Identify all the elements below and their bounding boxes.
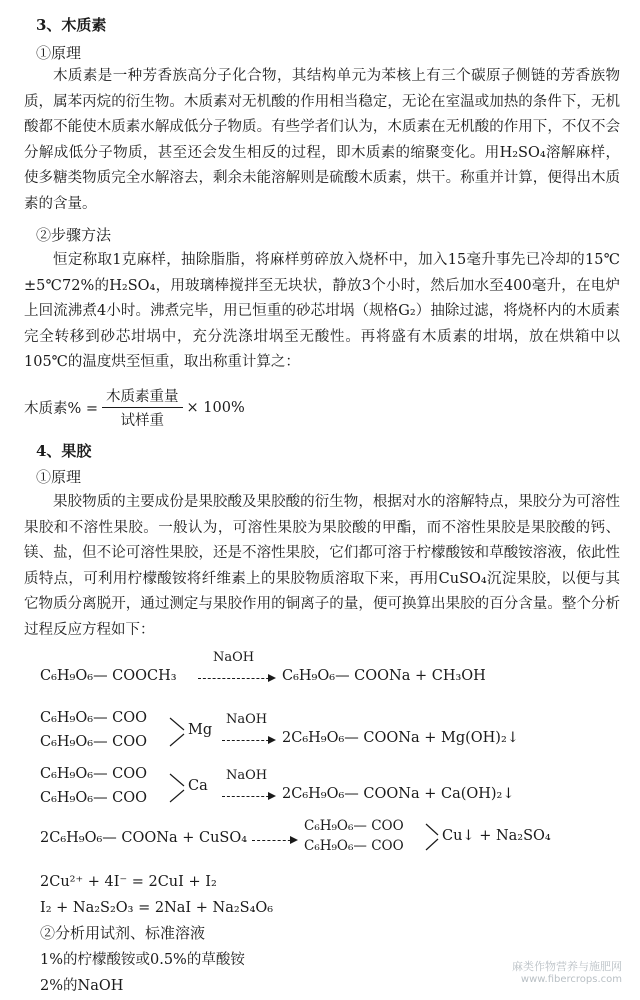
eq4-arrow	[252, 840, 296, 841]
eq5: 2Cu²⁺ + 4I⁻ = 2CuI + I₂	[40, 874, 217, 890]
eq1-right: C₆H₉O₆— COONa + CH₃OH	[282, 668, 486, 684]
watermark-line-1: 麻类作物营养与施肥网	[512, 960, 622, 973]
method-label: ②步骤方法	[36, 226, 112, 244]
eq1-reagent: NaOH	[213, 650, 255, 665]
eq2-bracket	[168, 714, 188, 750]
eq3-reagent: NaOH	[226, 768, 268, 783]
formula-fraction	[102, 385, 183, 430]
eq4-left: 2C₆H₉O₆— COONa + CuSO₄	[40, 830, 248, 846]
method-paragraph: 恒定称取1克麻样，抽除脂脂，将麻样剪碎放入烧杯中，加入15毫升事先已冷却的15℃±5℃72%的H₂SO₄，用玻璃棒搅拌至无块状，静放3个小时，然后加水至400毫升，在电炉上回流沸煮4小时。沸煮完毕，用已恒重的砂芯坩埚（规格G₂）抽除过滤，将烧杯内的木质素完全转移到砂芯坩埚中，充分洗涤坩埚至无酸性。再将盛有木质素的坩埚，放在烘箱中以105℃的温度烘至恒重，取出称重计算之：	[24, 252, 620, 370]
eq3-left-bottom: C₆H₉O₆— COO	[40, 790, 148, 806]
section-heading-pectin: 4、果胶	[36, 442, 92, 460]
formula-denominator: 试样重	[120, 413, 165, 429]
eq2-reagent: NaOH	[226, 712, 268, 727]
eq3-bracket	[168, 770, 188, 806]
eq2-right: 2C₆H₉O₆— COONa + Mg(OH)₂↓	[282, 730, 519, 746]
lignin-formula	[24, 385, 245, 430]
watermark-line-2: www.fibercrops.com	[520, 974, 622, 985]
site-watermark	[512, 960, 622, 986]
formula-numerator: 木质素重量	[102, 385, 183, 408]
eq3-metal: Ca	[188, 778, 208, 794]
eq3-left-top: C₆H₉O₆— COO	[40, 766, 148, 782]
eq1-arrow	[198, 678, 274, 679]
eq4-right-tail: Cu↓ + Na₂SO₄	[442, 828, 551, 844]
eq4-bracket	[424, 820, 442, 854]
reagent-1: 1%的柠檬酸铵或0.5%的草酸铵	[40, 952, 245, 968]
eq2-left-bottom: C₆H₉O₆— COO	[40, 734, 148, 750]
reagents-label: ②分析用试剂、标准溶液	[40, 924, 206, 942]
pectin-principle-paragraph: 果胶物质的主要成份是果胶酸及果胶酸的衍生物，根据对水的溶解特点，果胶分为可溶性果胶和不溶性果胶。一般认为，可溶性果胶为果胶酸的甲酯，而不溶性果胶是果胶酸的钙、镁、盐，但不论可溶性果胶，还是不溶性果胶，它们都可溶于柠檬酸铵和草酸铵溶液，依此性质特点，可利用柠檬酸铵将纤维素上的果胶物质溶取下来，再用CuSO₄沉淀果胶，以便与其它物质分离脱开，通过测定与果胶作用的铜离子的量，便可换算出果胶的百分含量。整个分析过程反应方程如下：	[24, 494, 620, 638]
eq4-right-bottom: C₆H₉O₆— COO	[304, 838, 404, 854]
eq2-metal: Mg	[188, 722, 213, 738]
reagent-2: 2%的NaOH	[40, 978, 124, 994]
formula-lhs: 木质素% =	[24, 401, 99, 417]
formula-rhs: × 100%	[186, 399, 245, 416]
eq1-left: C₆H₉O₆— COOCH₃	[40, 668, 177, 684]
principle-paragraph: 木质素是一种芳香族高分子化合物，其结构单元为苯核上有三个碳原子侧链的芳香族物质，属苯丙烷的衍生物。木质素对无机酸的作用相当稳定，无论在室温或加热的条件下，无机酸都不能使木质素水解成低分子物质。有些学者们认为，木质素在无机酸的作用下，不仅不会分解成低分子物质，甚至还会发生相反的过程，即木质素的缩聚变化。用H₂SO₄溶解麻样，使多糖类物质完全水解溶去，剩余未能溶解则是硫酸木质素，烘干。称重并计算，便得出木质素的含量。	[24, 68, 620, 212]
eq2-arrow	[222, 740, 274, 741]
section-heading-lignin: 3、木质素	[36, 16, 107, 34]
eq4-right-top: C₆H₉O₆— COO	[304, 818, 404, 834]
pectin-principle-label: ①原理	[36, 468, 82, 486]
principle-label: ①原理	[36, 44, 82, 62]
eq3-right: 2C₆H₉O₆— COONa + Ca(OH)₂↓	[282, 786, 515, 802]
eq2-left-top: C₆H₉O₆— COO	[40, 710, 148, 726]
eq3-arrow	[222, 796, 274, 797]
eq6: I₂ + Na₂S₂O₃ = 2NaI + Na₂S₄O₆	[40, 900, 274, 916]
